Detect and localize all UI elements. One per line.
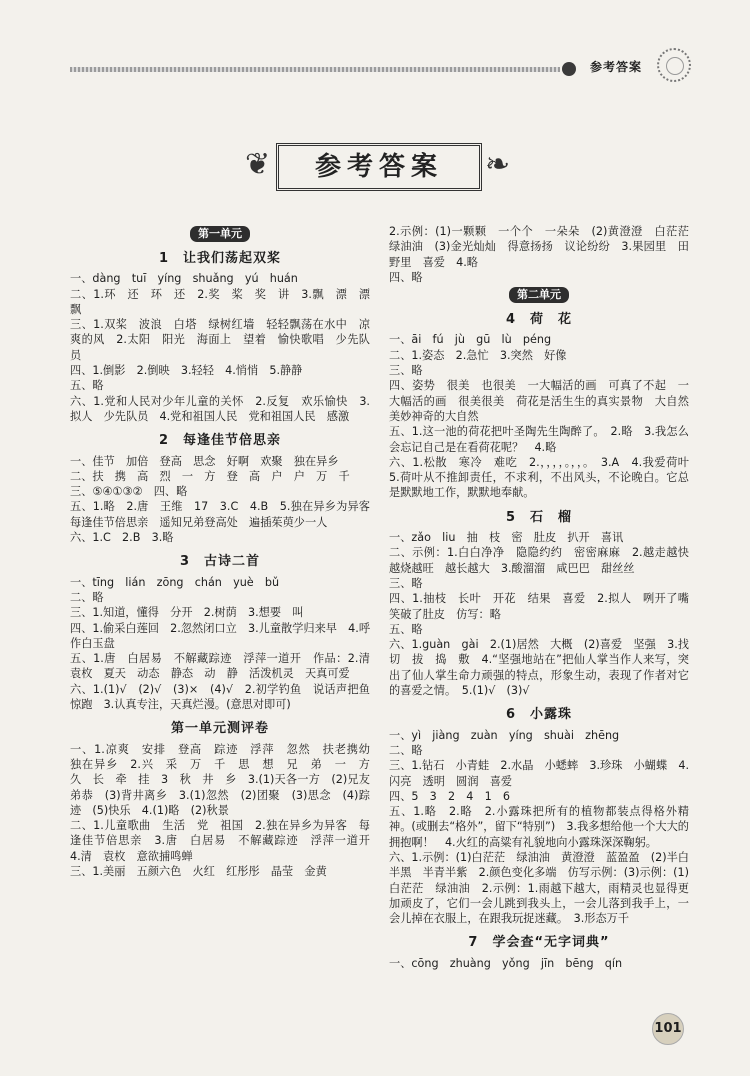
answer-line: 二、扶 携 高 烈 一 方 登 高 户 户 万 千 (70, 469, 350, 483)
answer-line: 六、1.松散 寒冷 难吃 2.，，，，。，，。 3.A 4.我爱荷叶 5.荷叶从不推卸责任，不求利，不出风头，不论晚白。它总是默默地工作，默默地奉献。 (389, 455, 701, 500)
answer-line: 三、1.双桨 波浪 白塔 绿树红墙 轻轻飘荡在水中 凉爽的风 2.太阳 阳光 海面上 望着 愉快歌唱 少先队员 (70, 318, 370, 362)
answer-line: 二、1.环 还 环 还 2.奖 桨 奖 讲 3.飘 漂 漂 飘 (70, 287, 382, 316)
answer-line: 一、1.凉爽 安排 登高 踪迹 浮萍 忽然 扶老携幼 独在异乡 2.兴 采 万 千 思 想 兄 弟 一 方 久 长 牵 挂 3 秋 井 乡 3.(1)天各一方 (2)兄友弟恭 (3)背井离乡 3.(1)忽然 (2)团聚 (3)思念 (4)踪迹 (5)快乐 4.(1)略 (2)秋景 (70, 742, 382, 817)
header-emblem-icon (657, 48, 691, 82)
answer-line: 一、zǎo liu 抽 枝 密 肚皮 扒开 喜讯 (389, 531, 624, 545)
answer-line: 五、1.这一池的荷花把叶圣陶先生陶醉了。 2.略 3.我怎么会忘记自己是在看荷花呢？ 4.略 (389, 425, 689, 454)
answer-line: 六、1.示例：(1)白茫茫 绿油油 黄澄澄 蓝盈盈 (2)半白半黑 半青半紫 2.颜色变化多端 仿写示例：(3)示例：(1)白茫茫 绿油油 2.示例：1.雨越下越大，雨精灵也显得更加顽皮了，它们一会儿跳到我头上，一会儿落到我手上，一会儿掉在衣服上，在跟我玩捉迷藏。 3.形态万千 (389, 850, 689, 926)
answer-line: 二、示例：1.白白净净 隐隐约约 密密麻麻 2.越走越快 越烧越旺 越长越大 3.酸溜溜 咸巴巴 甜丝丝 (389, 546, 701, 575)
answer-line: 一、yì jiàng zuàn yíng shuài zhēng (389, 728, 620, 742)
answer-line: 六、1.C 2.B 3.略 (70, 531, 174, 545)
answer-line: 一、tīng lián zōng chán yuè bǔ (70, 575, 280, 589)
answer-line: 三、1.美丽 五颜六色 火红 红彤彤 晶莹 金黄 (70, 864, 327, 878)
answer-line: 五、略 (389, 622, 423, 636)
lesson-heading: 4 荷 花 (505, 312, 573, 328)
left-ornament-icon: ❦ (245, 147, 271, 182)
answer-line: 三、略 (389, 576, 423, 590)
answer-line: 四、1.抽枝 长叶 开花 结果 喜爱 2.拟人 咧开了嘴 笑破了肚皮 仿写：略 (389, 592, 701, 621)
answer-line: 二、1.儿童歌曲 生活 党 祖国 2.独在异乡为异客 每逢佳节倍思亲 3.唐 白居易 不解藏踪迹 浮萍一道开 4.清 袁枚 意欲捕鸣蝉 (70, 819, 382, 863)
answer-line: 五、略 (70, 379, 104, 393)
lesson-heading: 3 古诗二首 (179, 554, 261, 570)
lesson-heading: 6 小露珠 (505, 707, 573, 723)
answer-line: 一、dàng tuī yíng shuǎng yú huán (70, 272, 298, 286)
answer-line: 二、1.姿态 2.急忙 3.突然 好像 (389, 348, 567, 362)
lesson-heading: 第一单元测评卷 (170, 721, 269, 737)
header-dot (562, 62, 576, 76)
header-label: 参考答案 (590, 60, 643, 74)
unit-badge: 第二单元 (509, 287, 569, 303)
right-column (389, 224, 701, 971)
header-rule (70, 67, 560, 72)
answer-line: 二、略 (70, 590, 104, 604)
answer-line: 四、略 (389, 270, 423, 284)
answer-line: 六、1.guàn gài 2.(1)居然 大概 (2)喜爱 坚强 3.找 切 拔 捣 敷 4.“坚强地站在”把仙人掌当作人来写，突出了仙人掌生命力顽强的特点，形象生动，表现了作者对它的喜爱之情。 5.(1)√ (3)√ (389, 638, 701, 698)
answer-line: 五、1.略 2.略 2.小露珠把所有的植物都装点得格外精神。(或删去“格外”，留下“特别”) 3.我多想给他一个大大的拥抱啊！ 4.火红的高粱有礼貌地向小露珠深深鞠躬。 (389, 805, 689, 849)
answer-line: 四、姿势 很美 也很美 一大幅活的画 可真了不起 一大幅活的画 很美很美 荷花是活生生的真实景物 大自然 美妙神奇的大自然 (389, 379, 701, 423)
lesson-heading: 7 学会查“无字词典” (468, 935, 610, 951)
answer-line: 四、1.偷采白莲回 2.忽然闭口立 3.儿童散学归来早 4.呼作白玉盘 (70, 621, 371, 650)
page-number: 101 (652, 1013, 684, 1045)
answer-line: 四、5 3 2 4 1 6 (389, 789, 511, 803)
answer-line: 三、略 (389, 364, 423, 378)
lesson-heading: 1 让我们荡起双桨 (158, 251, 282, 266)
answer-line: 一、āi fú jù gū lù péng (389, 333, 552, 347)
answer-line: 一、cōng zhuàng yǒng jīn bēng qín (389, 956, 623, 970)
answer-line: 一、佳节 加倍 登高 思念 好啊 欢聚 独在异乡 (70, 454, 339, 468)
left-column (70, 224, 382, 879)
answer-line: 六、1.党和人民对少年儿童的关怀 2.反复 欢乐愉快 3.拟人 少先队员 4.党和祖国人民 党和祖国人民 感激 (70, 394, 370, 423)
answer-line: 三、1.钻石 小青蛙 2.水晶 小蟋蟀 3.珍珠 小蝴蝶 4.闪亮 透明 圆润 喜爱 (389, 759, 690, 788)
answer-line: 四、1.倒影 2.倒映 3.轻轻 4.悄悄 5.静静 (70, 364, 303, 378)
right-ornament-icon: ❧ (485, 147, 511, 182)
answer-line: 2.示例：(1)一颗颗 一个个 一朵朵 (2)黄澄澄 白茫茫 绿油油 (3)金光灿灿 得意扬扬 议论纷纷 3.果园里 田野里 喜爱 4.略 (389, 225, 701, 269)
lesson-heading: 2 每逢佳节倍思亲 (158, 433, 282, 449)
answer-line: 六、1.(1)√ (2)√ (3)× (4)√ 2.初学钓鱼 说话声把鱼惊跑 3.认真专注，天真烂漫。(意思对即可) (70, 682, 370, 712)
answer-line: 二、略 (389, 743, 423, 757)
answer-line: 三、1.知道，懂得 分开 2.树荫 3.想要 叫 (70, 606, 304, 620)
page-title: 参考答案 (276, 143, 482, 191)
lesson-heading: 5 石 榴 (505, 509, 573, 525)
answer-line: 五、1.略 2.唐 王维 17 3.C 4.B 5.独在异乡为异客 每逢佳节倍思亲 遥知兄弟登高处 遍插茱萸少一人 (70, 500, 382, 529)
unit-badge: 第一单元 (190, 226, 250, 242)
answer-line: 五、1.唐 白居易 不解藏踪迹 浮萍一道开 作品：2.清 袁枚 夏天 动态 静态 动 静 活泼机灵 天真可爱 (70, 652, 382, 681)
answer-line: 三、⑤④①③② 四、略 (70, 485, 188, 499)
